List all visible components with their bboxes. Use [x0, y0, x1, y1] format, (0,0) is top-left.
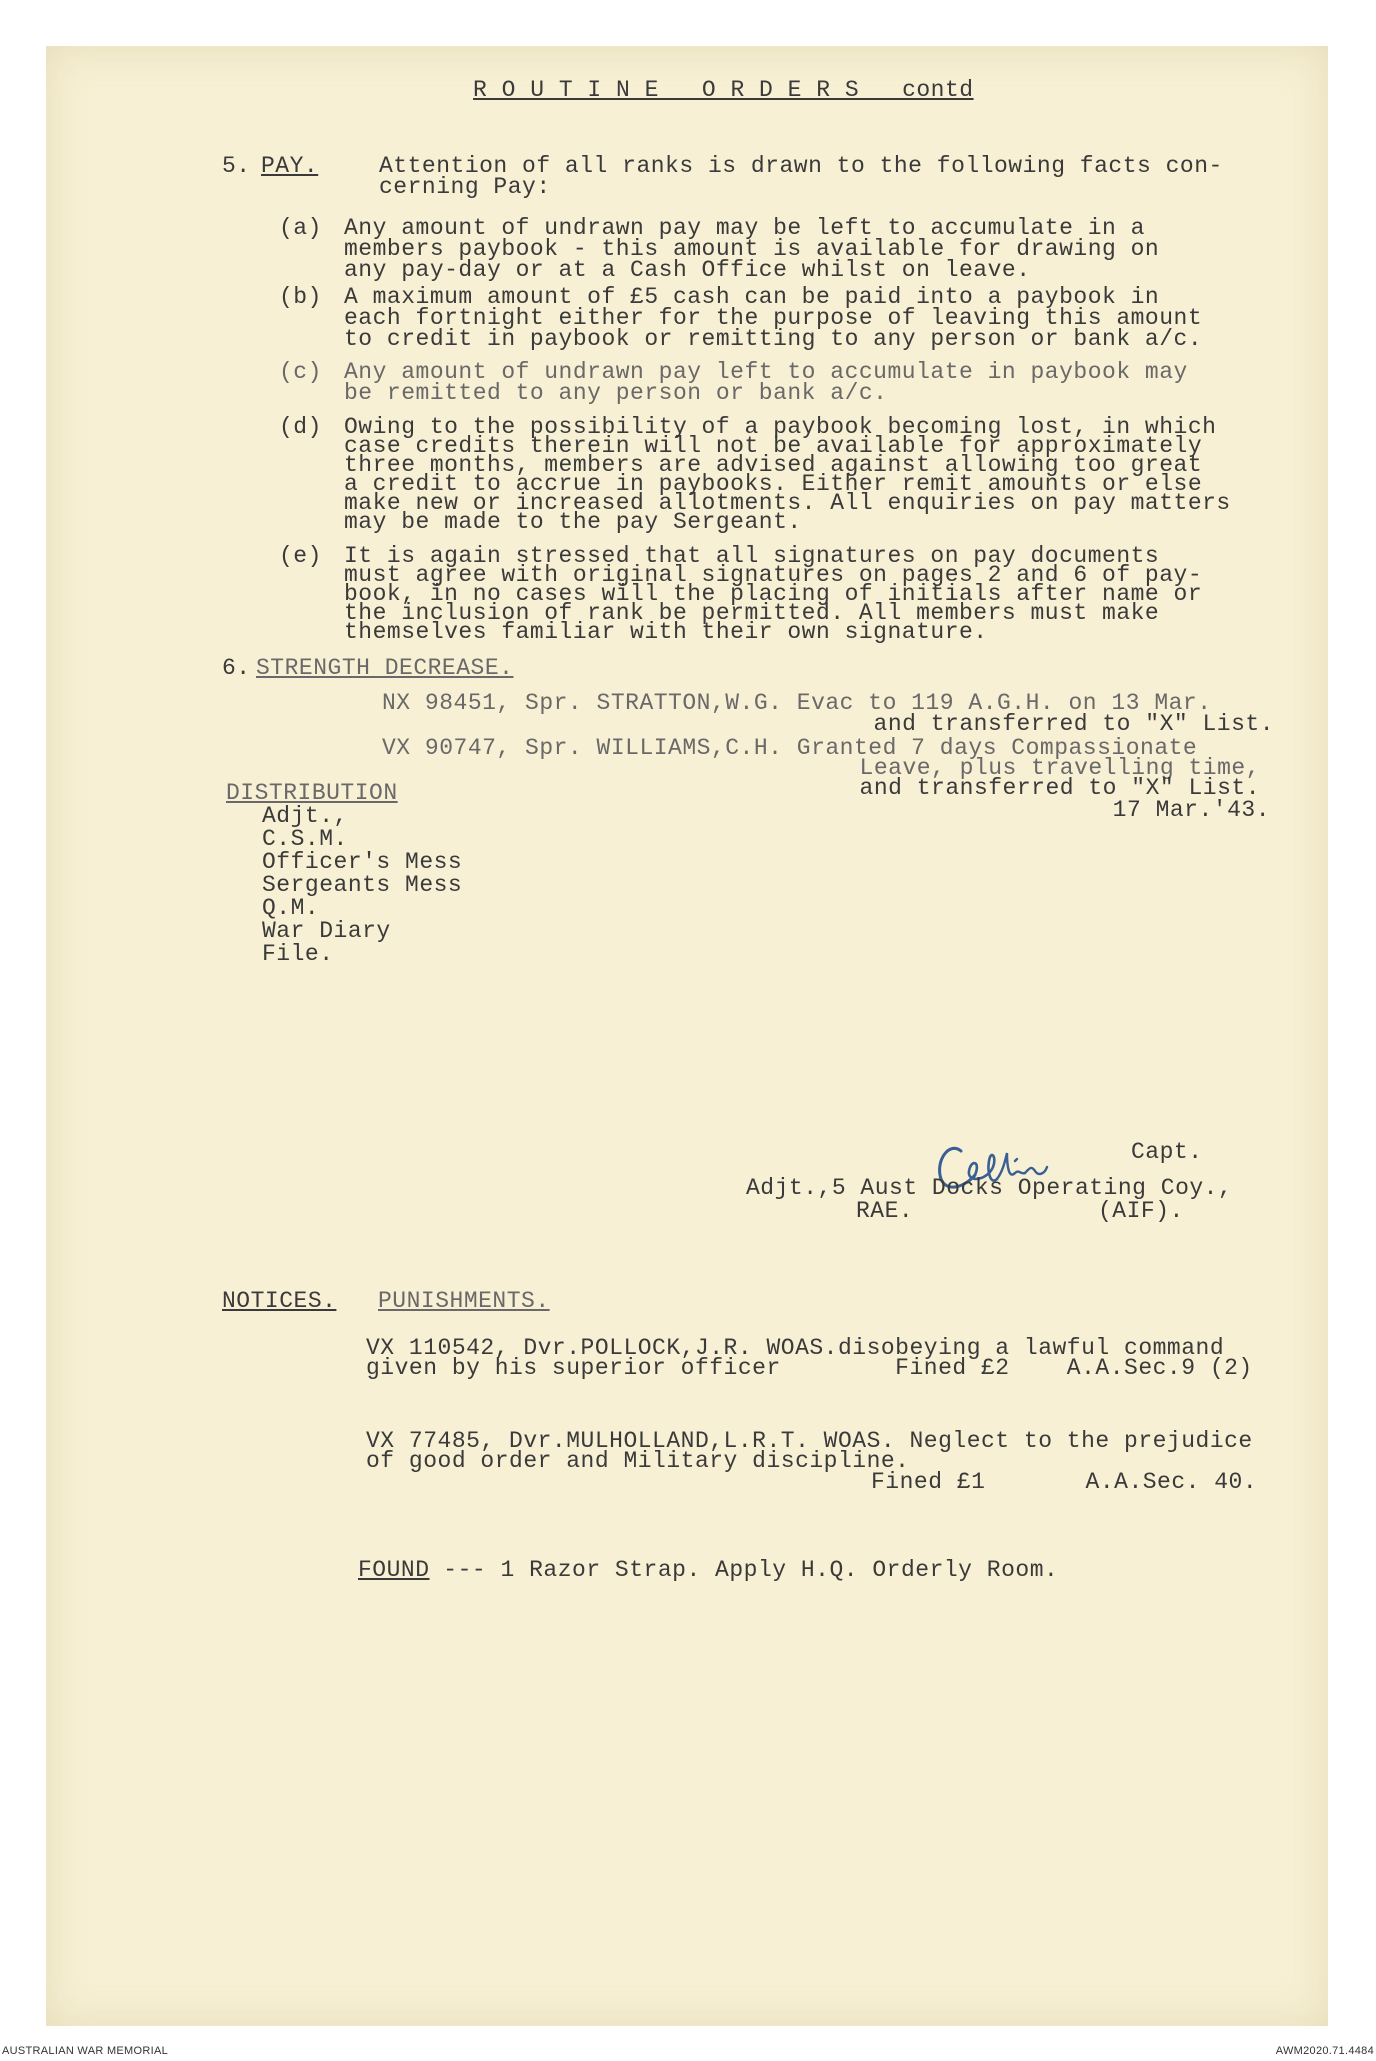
pay-item-e-line-5: themselves familiar with their own signature.	[344, 619, 988, 645]
document-page	[46, 46, 1328, 2026]
strength-entry-2-line-1: VX 90747, Spr. WILLIAMS,C.H. Granted 7 days Compassionate	[382, 735, 1198, 761]
distribution-item-6: War Diary	[262, 918, 391, 944]
distribution-item-4: Sergeants Mess	[262, 872, 463, 898]
pay-item-d-line-5: make new or increased allotments. All enquiries on pay matters	[344, 490, 1231, 516]
pay-item-e-line-3: book, in no cases will the placing of initials after name or	[344, 581, 1203, 607]
footer-source: AUSTRALIAN WAR MEMORIAL	[2, 2045, 169, 2057]
pay-item-d-line-1: Owing to the possibility of a paybook becoming lost, in which	[344, 414, 1217, 440]
distribution-item-7: File.	[262, 941, 334, 967]
pay-item-e-line-4: the inclusion of rank be permitted. All members must make	[344, 600, 1160, 626]
pay-item-d-line-2: case credits therein will not be available for approximately	[344, 433, 1203, 459]
signature-line-1: Adjt.,5 Aust Docks Operating Coy.,	[746, 1175, 1233, 1201]
pay-item-d-line-6: may be made to the pay Sergeant.	[344, 509, 802, 535]
strength-date: 17 Mar.'43.	[1112, 797, 1270, 823]
pay-item-a-line-3: any pay-day or at a Cash Office whilst on leave.	[344, 257, 1031, 283]
pay-item-c-line-2: be remitted to any person or bank a/c.	[344, 380, 888, 406]
strength-entry-1-line-2: and transferred to "X" List.	[873, 711, 1274, 737]
distribution-item-3: Officer's Mess	[262, 849, 463, 875]
pay-section-title: PAY.	[261, 153, 319, 179]
pay-section-number: 5.	[222, 153, 251, 179]
found-label: FOUND	[358, 1557, 430, 1583]
pay-item-label-d: (d)	[279, 414, 322, 440]
pay-item-label-a: (a)	[279, 215, 322, 241]
pay-item-a-line-2: members paybook - this amount is available for drawing on	[344, 236, 1160, 262]
strength-entry-2-line-3: and transferred to "X" List.	[859, 775, 1260, 801]
signature-rank: Capt.	[1131, 1139, 1203, 1165]
pay-item-e-line-1: It is again stressed that all signatures on pay documents	[344, 543, 1160, 569]
notices-title: NOTICES.	[222, 1288, 337, 1314]
pay-item-c-line-1: Any amount of undrawn pay left to accumulate in paybook may	[344, 359, 1188, 385]
pay-intro-line-1: Attention of all ranks is drawn to the following facts con-	[379, 153, 1223, 179]
pay-item-label-e: (e)	[279, 543, 322, 569]
distribution-item-1: Adjt.,	[262, 803, 348, 829]
pay-item-d-line-4: a credit to accrue in paybooks. Either remit amounts or else	[344, 471, 1203, 497]
pay-item-label-c: (c)	[279, 359, 322, 385]
pay-item-e-line-2: must agree with original signatures on pages 2 and 6 of pay-	[344, 562, 1203, 588]
signature-line-2-right: (AIF).	[1098, 1198, 1184, 1224]
punishment-1-line-2: given by his superior officer Fined £2 A.A.Sec.9 (2)	[366, 1355, 1253, 1381]
found-text: --- 1 Razor Strap. Apply H.Q. Orderly Room.	[429, 1557, 1059, 1583]
distribution-item-2: C.S.M.	[262, 826, 348, 852]
pay-item-a-line-1: Any amount of undrawn pay may be left to accumulate in a	[344, 215, 1145, 241]
page-heading: R O U T I N E O R D E R S contd	[473, 77, 974, 103]
pay-item-b-line-2: each fortnight either for the purpose of leaving this amount	[344, 305, 1203, 331]
pay-item-b-line-1: A maximum amount of £5 cash can be paid into a paybook in	[344, 284, 1160, 310]
pay-item-d-line-3: three months, members are advised against allowing too great	[344, 452, 1203, 478]
punishment-1-line-1: VX 110542, Dvr.POLLOCK,J.R. WOAS.disobeying a lawful command	[366, 1335, 1225, 1361]
punishment-2-line-2: of good order and Military discipline.	[366, 1448, 910, 1474]
strength-section-title: STRENGTH DECREASE.	[256, 655, 514, 681]
pay-intro-line-2: cerning Pay:	[379, 174, 551, 200]
punishments-title: PUNISHMENTS.	[378, 1288, 550, 1314]
signature-line-2-left: RAE.	[856, 1198, 914, 1224]
distribution-item-5: Q.M.	[262, 895, 320, 921]
pay-item-label-b: (b)	[279, 284, 322, 310]
footer-reference: AWM2020.71.4484	[1275, 2045, 1374, 2057]
strength-entry-1-line-1: NX 98451, Spr. STRATTON,W.G. Evac to 119 A.G.H. on 13 Mar.	[382, 690, 1212, 716]
strength-section-number: 6.	[222, 655, 251, 681]
pay-item-b-line-3: to credit in paybook or remitting to any person or bank a/c.	[344, 326, 1203, 352]
punishment-2-line-1: VX 77485, Dvr.MULHOLLAND,L.R.T. WOAS. Neglect to the prejudice	[366, 1428, 1253, 1454]
punishment-2-fine: Fined £1 A.A.Sec. 40.	[871, 1469, 1258, 1495]
strength-entry-2-line-2: Leave, plus travelling time,	[859, 755, 1260, 781]
distribution-title: DISTRIBUTION	[226, 780, 398, 806]
